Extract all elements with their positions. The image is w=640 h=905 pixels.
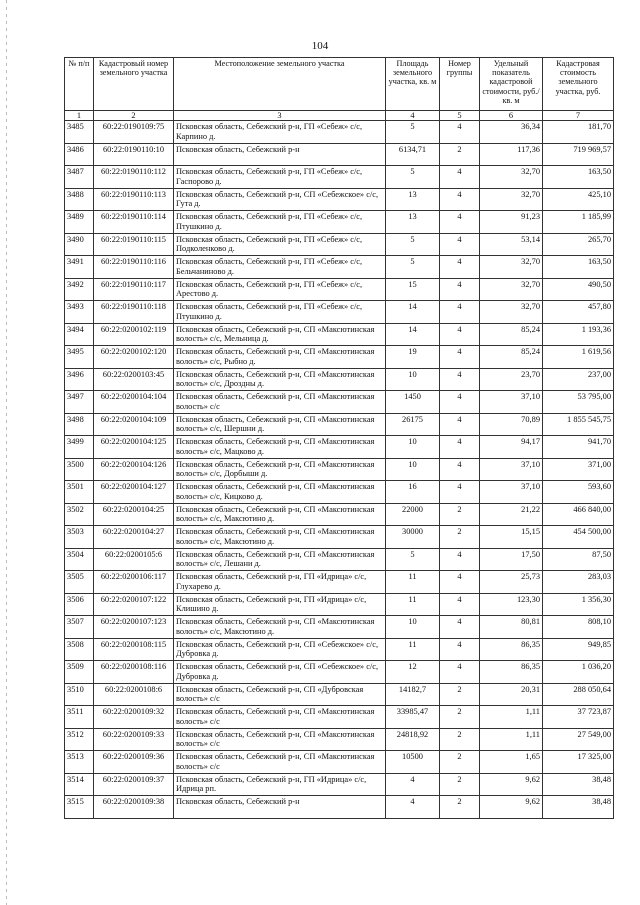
cadastral-number-cell: 60:22:0200109:36 <box>94 751 174 774</box>
column-number: 2 <box>94 111 174 121</box>
unit-rate-cell: 70,89 <box>480 413 543 436</box>
group-cell: 4 <box>440 458 480 481</box>
unit-rate-cell: 80,81 <box>480 616 543 639</box>
area-cell: 1450 <box>386 391 440 414</box>
header-row-number: № п/п <box>65 58 94 111</box>
table-row <box>65 301 614 324</box>
table-row <box>65 143 614 166</box>
cadastral-value-cell: 457,80 <box>543 301 614 324</box>
cadastral-value-cell: 466 840,00 <box>543 503 614 526</box>
cadastral-number-cell: 60:22:0190110:115 <box>94 233 174 256</box>
table-row <box>65 121 614 144</box>
table-row <box>65 346 614 369</box>
location-cell: Псковская область, Себежский р-н, СП «Максютинская волость» с/с, Кицково д. <box>174 481 386 504</box>
group-cell: 4 <box>440 256 480 279</box>
cadastral-number-cell: 60:22:0200108:116 <box>94 661 174 684</box>
area-cell: 12 <box>386 661 440 684</box>
row-number-cell: 3512 <box>65 728 94 751</box>
row-number-cell: 3514 <box>65 773 94 796</box>
cadastral-number-cell: 60:22:0200108:6 <box>94 683 174 706</box>
cadastral-number-cell: 60:22:0200107:123 <box>94 616 174 639</box>
unit-rate-cell: 117,36 <box>480 143 543 166</box>
cadastral-value-cell: 288 050,64 <box>543 683 614 706</box>
unit-rate-cell: 32,70 <box>480 188 543 211</box>
unit-rate-cell: 23,70 <box>480 368 543 391</box>
group-cell: 2 <box>440 751 480 774</box>
area-cell: 19 <box>386 346 440 369</box>
group-cell: 2 <box>440 526 480 549</box>
row-number-cell: 3501 <box>65 481 94 504</box>
location-cell: Псковская область, Себежский р-н, СП «Максютинская волость» с/с, Мацково д. <box>174 436 386 459</box>
location-cell: Псковская область, Себежский р-н, СП «Себежское» с/с, Дубровка д. <box>174 638 386 661</box>
cadastral-value-cell: 283,03 <box>543 571 614 594</box>
row-number-cell: 3493 <box>65 301 94 324</box>
cadastral-value-cell: 1 855 545,75 <box>543 413 614 436</box>
location-cell: Псковская область, Себежский р-н, ГП «Себеж» с/с, Подколенково д. <box>174 233 386 256</box>
unit-rate-cell: 1,11 <box>480 706 543 729</box>
group-cell: 4 <box>440 436 480 459</box>
cadastral-value-cell: 27 549,00 <box>543 728 614 751</box>
cadastral-value-cell: 37 723,87 <box>543 706 614 729</box>
row-number-cell: 3505 <box>65 571 94 594</box>
column-number: 3 <box>174 111 386 121</box>
area-cell: 10 <box>386 458 440 481</box>
area-cell: 5 <box>386 166 440 189</box>
row-number-cell: 3485 <box>65 121 94 144</box>
cadastral-value-table <box>64 57 614 819</box>
area-cell: 10 <box>386 436 440 459</box>
cadastral-number-cell: 60:22:0200105:6 <box>94 548 174 571</box>
unit-rate-cell: 1,11 <box>480 728 543 751</box>
table-row <box>65 211 614 234</box>
cadastral-number-cell: 60:22:0190110:117 <box>94 278 174 301</box>
unit-rate-cell: 123,30 <box>480 593 543 616</box>
column-number: 1 <box>65 111 94 121</box>
area-cell: 14 <box>386 301 440 324</box>
unit-rate-cell: 32,70 <box>480 256 543 279</box>
group-cell: 4 <box>440 188 480 211</box>
row-number-cell: 3486 <box>65 143 94 166</box>
cadastral-number-cell: 60:22:0200107:122 <box>94 593 174 616</box>
location-cell: Псковская область, Себежский р-н, СП «Максютинская волость» с/с, Мельница д. <box>174 323 386 346</box>
group-cell: 4 <box>440 368 480 391</box>
cadastral-number-cell: 60:22:0200104:27 <box>94 526 174 549</box>
area-cell: 15 <box>386 278 440 301</box>
unit-rate-cell: 20,31 <box>480 683 543 706</box>
column-number: 6 <box>480 111 543 121</box>
header-cadastral-value: Кадастровая стоимость земельного участка, руб. <box>543 58 614 111</box>
group-cell: 2 <box>440 706 480 729</box>
unit-rate-cell: 25,73 <box>480 571 543 594</box>
column-number-row <box>65 111 614 121</box>
cadastral-value-cell: 719 969,57 <box>543 143 614 166</box>
cadastral-value-cell: 593,60 <box>543 481 614 504</box>
group-cell: 4 <box>440 211 480 234</box>
header-cadastral-number: Кадастровый номер земельного участка <box>94 58 174 111</box>
location-cell: Псковская область, Себежский р-н, ГП «Идрица» с/с, Глухарево д. <box>174 571 386 594</box>
cadastral-number-cell: 60:22:0200108:115 <box>94 638 174 661</box>
scan-margin-line <box>6 0 7 905</box>
header-row <box>65 58 614 111</box>
cadastral-value-cell: 1 356,30 <box>543 593 614 616</box>
unit-rate-cell: 9,62 <box>480 773 543 796</box>
table-row <box>65 751 614 774</box>
row-number-cell: 3503 <box>65 526 94 549</box>
unit-rate-cell: 36,34 <box>480 121 543 144</box>
unit-rate-cell: 21,22 <box>480 503 543 526</box>
area-cell: 16 <box>386 481 440 504</box>
cadastral-value-cell: 371,00 <box>543 458 614 481</box>
location-cell: Псковская область, Себежский р-н, СП «Максютинская волость» с/с, Дорбыши д. <box>174 458 386 481</box>
row-number-cell: 3506 <box>65 593 94 616</box>
cadastral-value-cell: 949,85 <box>543 638 614 661</box>
location-cell: Псковская область, Себежский р-н <box>174 796 386 819</box>
group-cell: 4 <box>440 616 480 639</box>
location-cell: Псковская область, Себежский р-н, СП «Максютинская волость» с/с, Дроздны д. <box>174 368 386 391</box>
cadastral-number-cell: 60:22:0200104:126 <box>94 458 174 481</box>
unit-rate-cell: 53,14 <box>480 233 543 256</box>
table-row <box>65 323 614 346</box>
cadastral-number-cell: 60:22:0190110:116 <box>94 256 174 279</box>
location-cell: Псковская область, Себежский р-н, СП «Максютинская волость» с/с <box>174 706 386 729</box>
cadastral-number-cell: 60:22:0200104:25 <box>94 503 174 526</box>
table-row <box>65 773 614 796</box>
cadastral-number-cell: 60:22:0200104:104 <box>94 391 174 414</box>
row-number-cell: 3498 <box>65 413 94 436</box>
area-cell: 5 <box>386 256 440 279</box>
unit-rate-cell: 37,10 <box>480 458 543 481</box>
cadastral-value-cell: 163,50 <box>543 256 614 279</box>
cadastral-value-cell: 1 185,99 <box>543 211 614 234</box>
area-cell: 11 <box>386 571 440 594</box>
unit-rate-cell: 91,23 <box>480 211 543 234</box>
table-row <box>65 256 614 279</box>
cadastral-number-cell: 60:22:0200109:32 <box>94 706 174 729</box>
area-cell: 5 <box>386 233 440 256</box>
row-number-cell: 3510 <box>65 683 94 706</box>
cadastral-number-cell: 60:22:0200109:33 <box>94 728 174 751</box>
cadastral-value-cell: 181,70 <box>543 121 614 144</box>
table-row <box>65 683 614 706</box>
cadastral-number-cell: 60:22:0200106:117 <box>94 571 174 594</box>
area-cell: 22000 <box>386 503 440 526</box>
row-number-cell: 3499 <box>65 436 94 459</box>
table-row <box>65 571 614 594</box>
table-row <box>65 391 614 414</box>
area-cell: 4 <box>386 773 440 796</box>
unit-rate-cell: 1,65 <box>480 751 543 774</box>
header-unit-rate: Удельный показатель кадастровой стоимости, руб./кв. м <box>480 58 543 111</box>
cadastral-number-cell: 60:22:0190110:118 <box>94 301 174 324</box>
header-area: Площадь земельного участка, кв. м <box>386 58 440 111</box>
row-number-cell: 3492 <box>65 278 94 301</box>
cadastral-value-cell: 1 036,20 <box>543 661 614 684</box>
cadastral-number-cell: 60:22:0190110:114 <box>94 211 174 234</box>
group-cell: 2 <box>440 683 480 706</box>
column-number: 4 <box>386 111 440 121</box>
unit-rate-cell: 37,10 <box>480 391 543 414</box>
column-number: 5 <box>440 111 480 121</box>
unit-rate-cell: 32,70 <box>480 166 543 189</box>
area-cell: 6134,71 <box>386 143 440 166</box>
cadastral-value-cell: 808,10 <box>543 616 614 639</box>
cadastral-value-cell: 265,70 <box>543 233 614 256</box>
row-number-cell: 3489 <box>65 211 94 234</box>
table-row <box>65 593 614 616</box>
area-cell: 10 <box>386 616 440 639</box>
location-cell: Псковская область, Себежский р-н, СП «Максютинская волость» с/с, Максютино д. <box>174 503 386 526</box>
location-cell: Псковская область, Себежский р-н, ГП «Идрица» с/с, Идрица рп. <box>174 773 386 796</box>
row-number-cell: 3491 <box>65 256 94 279</box>
cadastral-value-cell: 53 795,00 <box>543 391 614 414</box>
table-row <box>65 166 614 189</box>
area-cell: 5 <box>386 548 440 571</box>
table-row <box>65 503 614 526</box>
location-cell: Псковская область, Себежский р-н, СП «Максютинская волость» с/с, Шершни д. <box>174 413 386 436</box>
area-cell: 14182,7 <box>386 683 440 706</box>
location-cell: Псковская область, Себежский р-н, СП «Максютинская волость» с/с <box>174 728 386 751</box>
group-cell: 2 <box>440 773 480 796</box>
location-cell: Псковская область, Себежский р-н, ГП «Себеж» с/с, Гаспорово д. <box>174 166 386 189</box>
table-row <box>65 436 614 459</box>
area-cell: 30000 <box>386 526 440 549</box>
cadastral-value-cell: 163,50 <box>543 166 614 189</box>
unit-rate-cell: 86,35 <box>480 661 543 684</box>
area-cell: 26175 <box>386 413 440 436</box>
location-cell: Псковская область, Себежский р-н, ГП «Себеж» с/с, Птушкино д. <box>174 301 386 324</box>
row-number-cell: 3487 <box>65 166 94 189</box>
row-number-cell: 3494 <box>65 323 94 346</box>
row-number-cell: 3509 <box>65 661 94 684</box>
group-cell: 2 <box>440 143 480 166</box>
cadastral-number-cell: 60:22:0190109:75 <box>94 121 174 144</box>
header-group: Номер группы <box>440 58 480 111</box>
unit-rate-cell: 86,35 <box>480 638 543 661</box>
area-cell: 10 <box>386 368 440 391</box>
cadastral-number-cell: 60:22:0200104:127 <box>94 481 174 504</box>
header-location: Местоположение земельного участка <box>174 58 386 111</box>
table-row <box>65 458 614 481</box>
location-cell: Псковская область, Себежский р-н, СП «Себежское» с/с, Гута д. <box>174 188 386 211</box>
cadastral-value-cell: 490,50 <box>543 278 614 301</box>
location-cell: Псковская область, Себежский р-н, СП «Дубровская волость» с/с <box>174 683 386 706</box>
table-row <box>65 548 614 571</box>
row-number-cell: 3495 <box>65 346 94 369</box>
cadastral-number-cell: 60:22:0200109:37 <box>94 773 174 796</box>
group-cell: 2 <box>440 728 480 751</box>
location-cell: Псковская область, Себежский р-н, ГП «Себеж» с/с, Птушкино д. <box>174 211 386 234</box>
row-number-cell: 3500 <box>65 458 94 481</box>
cadastral-number-cell: 60:22:0190110:112 <box>94 166 174 189</box>
cadastral-number-cell: 60:22:0200104:125 <box>94 436 174 459</box>
area-cell: 13 <box>386 211 440 234</box>
cadastral-number-cell: 60:22:0190110:113 <box>94 188 174 211</box>
cadastral-value-cell: 237,00 <box>543 368 614 391</box>
location-cell: Псковская область, Себежский р-н, СП «Максютинская волость» с/с, Максютино д. <box>174 526 386 549</box>
cadastral-value-cell: 425,10 <box>543 188 614 211</box>
row-number-cell: 3502 <box>65 503 94 526</box>
row-number-cell: 3496 <box>65 368 94 391</box>
cadastral-value-cell: 454 500,00 <box>543 526 614 549</box>
location-cell: Псковская область, Себежский р-н, ГП «Себеж» с/с, Бельчаниново д. <box>174 256 386 279</box>
row-number-cell: 3507 <box>65 616 94 639</box>
group-cell: 4 <box>440 413 480 436</box>
table-row <box>65 188 614 211</box>
area-cell: 5 <box>386 121 440 144</box>
row-number-cell: 3488 <box>65 188 94 211</box>
unit-rate-cell: 32,70 <box>480 301 543 324</box>
group-cell: 4 <box>440 638 480 661</box>
group-cell: 4 <box>440 548 480 571</box>
location-cell: Псковская область, Себежский р-н, СП «Максютинская волость» с/с, Максютино д. <box>174 616 386 639</box>
unit-rate-cell: 37,10 <box>480 481 543 504</box>
table-body <box>65 121 614 819</box>
column-number: 7 <box>543 111 614 121</box>
area-cell: 11 <box>386 593 440 616</box>
group-cell: 4 <box>440 481 480 504</box>
unit-rate-cell: 9,62 <box>480 796 543 819</box>
table-row <box>65 278 614 301</box>
group-cell: 4 <box>440 661 480 684</box>
cadastral-value-cell: 38,48 <box>543 796 614 819</box>
row-number-cell: 3515 <box>65 796 94 819</box>
cadastral-number-cell: 60:22:0200102:120 <box>94 346 174 369</box>
table-row <box>65 368 614 391</box>
location-cell: Псковская область, Себежский р-н, СП «Максютинская волость» с/с <box>174 751 386 774</box>
row-number-cell: 3508 <box>65 638 94 661</box>
table-row <box>65 661 614 684</box>
group-cell: 4 <box>440 166 480 189</box>
group-cell: 4 <box>440 346 480 369</box>
area-cell: 14 <box>386 323 440 346</box>
unit-rate-cell: 15,15 <box>480 526 543 549</box>
row-number-cell: 3513 <box>65 751 94 774</box>
area-cell: 11 <box>386 638 440 661</box>
area-cell: 4 <box>386 796 440 819</box>
group-cell: 4 <box>440 571 480 594</box>
cadastral-number-cell: 60:22:0200103:45 <box>94 368 174 391</box>
cadastral-value-cell: 941,70 <box>543 436 614 459</box>
group-cell: 4 <box>440 233 480 256</box>
location-cell: Псковская область, Себежский р-н <box>174 143 386 166</box>
page-number: 104 <box>311 40 329 52</box>
group-cell: 4 <box>440 391 480 414</box>
table-row <box>65 638 614 661</box>
location-cell: Псковская область, Себежский р-н, ГП «Себеж» с/с, Карпино д. <box>174 121 386 144</box>
group-cell: 4 <box>440 323 480 346</box>
cadastral-value-cell: 1 193,36 <box>543 323 614 346</box>
row-number-cell: 3504 <box>65 548 94 571</box>
cadastral-value-cell: 17 325,00 <box>543 751 614 774</box>
unit-rate-cell: 17,50 <box>480 548 543 571</box>
table-row <box>65 526 614 549</box>
location-cell: Псковская область, Себежский р-н, ГП «Идрица» с/с, Клишино д. <box>174 593 386 616</box>
group-cell: 4 <box>440 301 480 324</box>
cadastral-value-cell: 38,48 <box>543 773 614 796</box>
table-row <box>65 233 614 256</box>
group-cell: 2 <box>440 503 480 526</box>
row-number-cell: 3497 <box>65 391 94 414</box>
cadastral-number-cell: 60:22:0200104:109 <box>94 413 174 436</box>
unit-rate-cell: 94,17 <box>480 436 543 459</box>
table-row <box>65 616 614 639</box>
location-cell: Псковская область, Себежский р-н, СП «Себежское» с/с, Дубровка д. <box>174 661 386 684</box>
group-cell: 4 <box>440 278 480 301</box>
location-cell: Псковская область, Себежский р-н, СП «Максютинская волость» с/с, Рыбно д. <box>174 346 386 369</box>
row-number-cell: 3511 <box>65 706 94 729</box>
table-row <box>65 413 614 436</box>
cadastral-number-cell: 60:22:0190110:10 <box>94 143 174 166</box>
location-cell: Псковская область, Себежский р-н, СП «Максютинская волость» с/с, Лешани д. <box>174 548 386 571</box>
area-cell: 33985,47 <box>386 706 440 729</box>
cadastral-number-cell: 60:22:0200109:38 <box>94 796 174 819</box>
row-number-cell: 3490 <box>65 233 94 256</box>
table-row <box>65 728 614 751</box>
location-cell: Псковская область, Себежский р-н, ГП «Себеж» с/с, Арестово д. <box>174 278 386 301</box>
table-row <box>65 796 614 819</box>
cadastral-value-cell: 87,50 <box>543 548 614 571</box>
area-cell: 10500 <box>386 751 440 774</box>
unit-rate-cell: 85,24 <box>480 323 543 346</box>
unit-rate-cell: 85,24 <box>480 346 543 369</box>
group-cell: 4 <box>440 121 480 144</box>
table-row <box>65 706 614 729</box>
group-cell: 2 <box>440 796 480 819</box>
group-cell: 4 <box>440 593 480 616</box>
unit-rate-cell: 32,70 <box>480 278 543 301</box>
area-cell: 24818,92 <box>386 728 440 751</box>
location-cell: Псковская область, Себежский р-н, СП «Максютинская волость» с/с <box>174 391 386 414</box>
table-row <box>65 481 614 504</box>
area-cell: 13 <box>386 188 440 211</box>
cadastral-number-cell: 60:22:0200102:119 <box>94 323 174 346</box>
cadastral-value-cell: 1 619,56 <box>543 346 614 369</box>
